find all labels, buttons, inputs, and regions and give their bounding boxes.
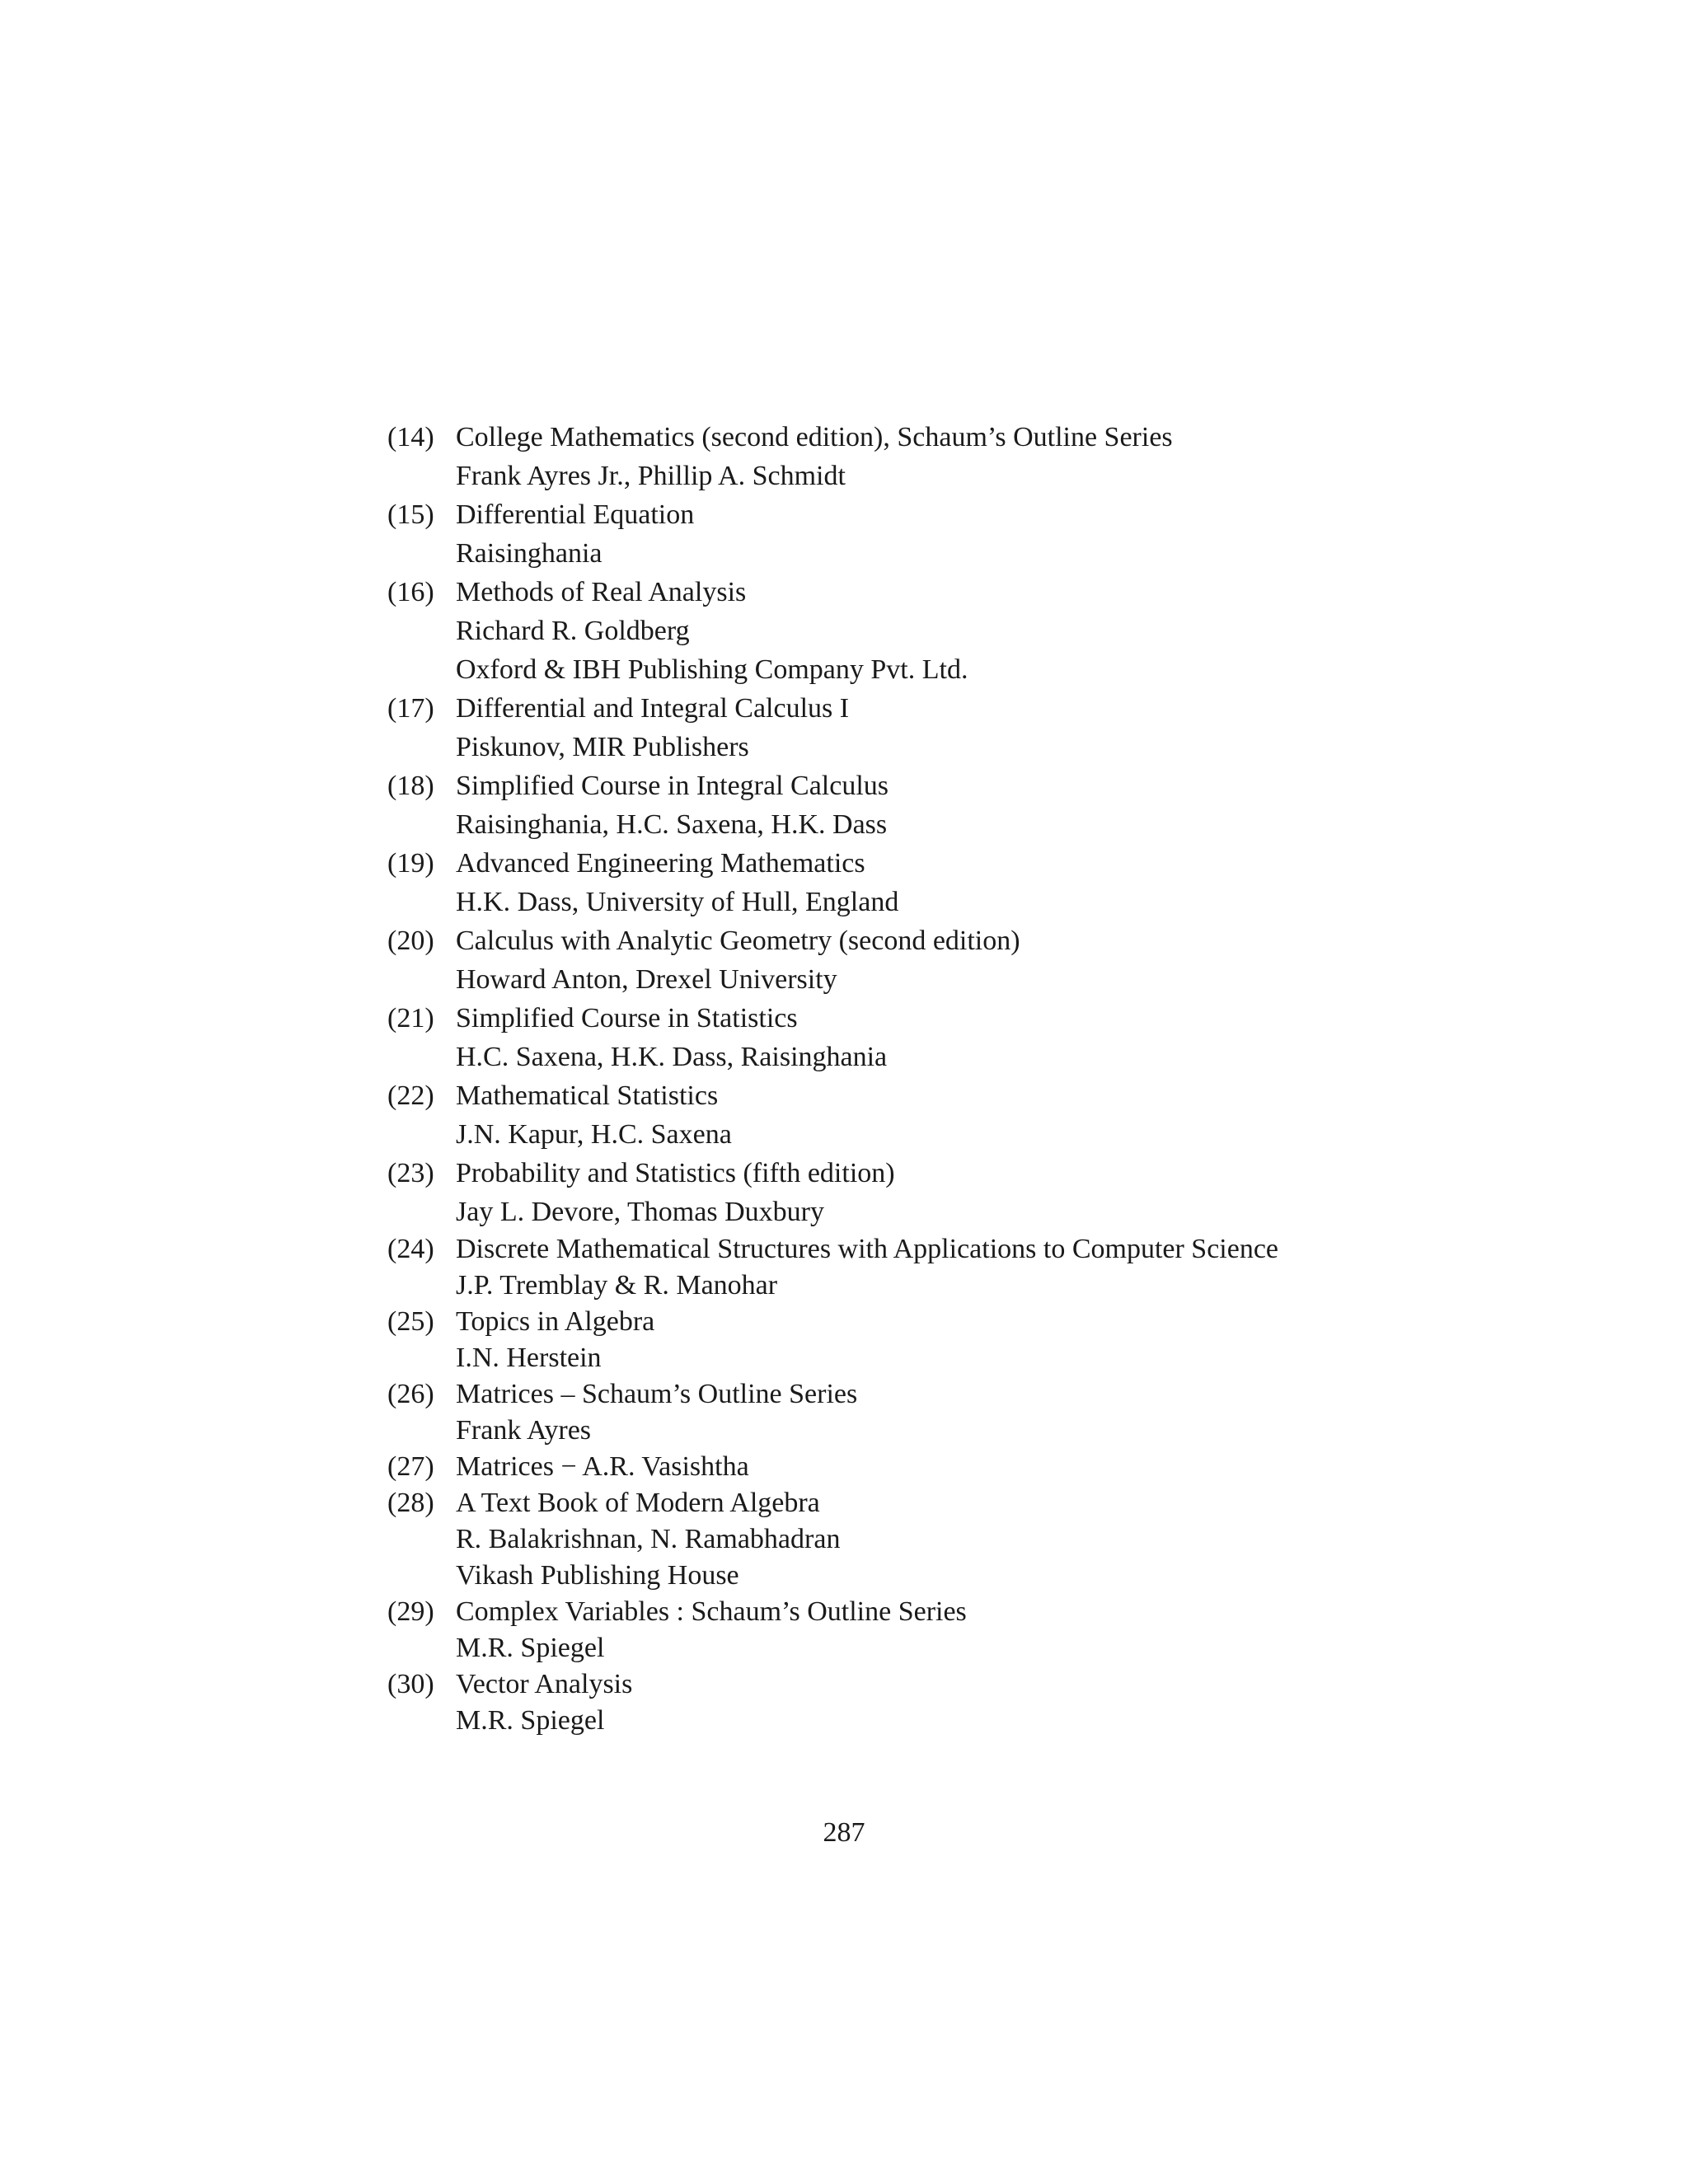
entry-number: (28) xyxy=(387,1488,434,1518)
entry-number: (16) xyxy=(387,577,434,607)
entry-title: Complex Variables : Schaum’s Outline Series xyxy=(456,1596,967,1627)
bibliography-entry xyxy=(387,495,1541,573)
entry-detail: H.K. Dass, University of Hull, England xyxy=(456,887,899,917)
bibliography-entry xyxy=(387,766,1541,844)
bibliography-entry xyxy=(387,999,1541,1076)
entry-detail: Vikash Publishing House xyxy=(456,1560,739,1591)
entry-number: (21) xyxy=(387,1003,434,1033)
entry-number: (17) xyxy=(387,693,434,724)
entry-title: Simplified Course in Integral Calculus xyxy=(456,771,889,801)
entry-title: Simplified Course in Statistics xyxy=(456,1003,798,1033)
bibliography-entry xyxy=(387,1076,1541,1154)
entry-title: Vector Analysis xyxy=(456,1669,633,1699)
entry-detail: Howard Anton, Drexel University xyxy=(456,964,837,995)
entry-detail: Piskunov, MIR Publishers xyxy=(456,732,749,762)
bibliography-entry xyxy=(387,689,1541,766)
entry-detail: J.N. Kapur, H.C. Saxena xyxy=(456,1119,732,1150)
entry-title: Topics in Algebra xyxy=(456,1306,655,1337)
entry-title: Differential and Integral Calculus I xyxy=(456,693,850,724)
bibliography-entry xyxy=(387,1231,1541,1304)
entry-title: Discrete Mathematical Structures with Applications to Computer Science xyxy=(456,1234,1279,1264)
bibliography-entry xyxy=(387,418,1541,495)
entry-title: Matrices − A.R. Vasishtha xyxy=(456,1451,749,1482)
entry-number: (26) xyxy=(387,1379,434,1409)
entry-number: (22) xyxy=(387,1080,434,1111)
entry-title: Advanced Engineering Mathematics xyxy=(456,848,865,879)
entry-number: (25) xyxy=(387,1306,434,1337)
entry-number: (24) xyxy=(387,1234,434,1264)
entry-detail: M.R. Spiegel xyxy=(456,1705,605,1736)
bibliography-entry xyxy=(387,1666,1541,1739)
entry-title: Differential Equation xyxy=(456,499,695,530)
entry-number: (20) xyxy=(387,926,434,956)
bibliography-entry xyxy=(387,573,1541,689)
entry-number: (27) xyxy=(387,1451,434,1482)
entry-title: College Mathematics (second edition), Schaum’s Outline Series xyxy=(456,422,1173,452)
entry-detail: H.C. Saxena, H.K. Dass, Raisinghania xyxy=(456,1042,888,1072)
entry-number: (18) xyxy=(387,771,434,801)
entry-detail: J.P. Tremblay & R. Manohar xyxy=(456,1270,778,1301)
entry-title: A Text Book of Modern Algebra xyxy=(456,1488,820,1518)
bibliography-entry xyxy=(387,921,1541,999)
page-number: 287 xyxy=(823,1817,865,1848)
entry-number: (23) xyxy=(387,1158,434,1188)
entry-detail: Jay L. Devore, Thomas Duxbury xyxy=(456,1197,824,1227)
entry-detail: Raisinghania xyxy=(456,538,603,569)
entry-detail: Frank Ayres xyxy=(456,1415,592,1446)
entry-detail: Oxford & IBH Publishing Company Pvt. Ltd. xyxy=(456,654,968,685)
entry-title: Mathematical Statistics xyxy=(456,1080,719,1111)
entry-detail: I.N. Herstein xyxy=(456,1343,602,1373)
entry-number: (19) xyxy=(387,848,434,879)
bibliography-entry xyxy=(387,1304,1541,1376)
entry-detail: R. Balakrishnan, N. Ramabhadran xyxy=(456,1524,841,1554)
bibliography-entry xyxy=(387,1154,1541,1231)
bibliography-entry xyxy=(387,1485,1541,1594)
entry-detail: Raisinghania, H.C. Saxena, H.K. Dass xyxy=(456,809,888,840)
entry-number: (30) xyxy=(387,1669,434,1699)
entry-title: Methods of Real Analysis xyxy=(456,577,747,607)
entry-number: (14) xyxy=(387,422,434,452)
bibliography-entry xyxy=(387,1449,1541,1485)
entry-title: Probability and Statistics (fifth edition) xyxy=(456,1158,895,1188)
entry-detail: M.R. Spiegel xyxy=(456,1633,605,1663)
entry-number: (15) xyxy=(387,499,434,530)
entry-detail: Frank Ayres Jr., Phillip A. Schmidt xyxy=(456,461,846,491)
bibliography-entry xyxy=(387,1594,1541,1666)
entry-detail: Richard R. Goldberg xyxy=(456,616,690,646)
bibliography-entry xyxy=(387,1376,1541,1449)
entry-title: Matrices – Schaum’s Outline Series xyxy=(456,1379,858,1409)
entry-number: (29) xyxy=(387,1596,434,1627)
entry-title: Calculus with Analytic Geometry (second edition) xyxy=(456,926,1020,956)
bibliography-list xyxy=(387,418,1541,1739)
bibliography-entry xyxy=(387,844,1541,921)
